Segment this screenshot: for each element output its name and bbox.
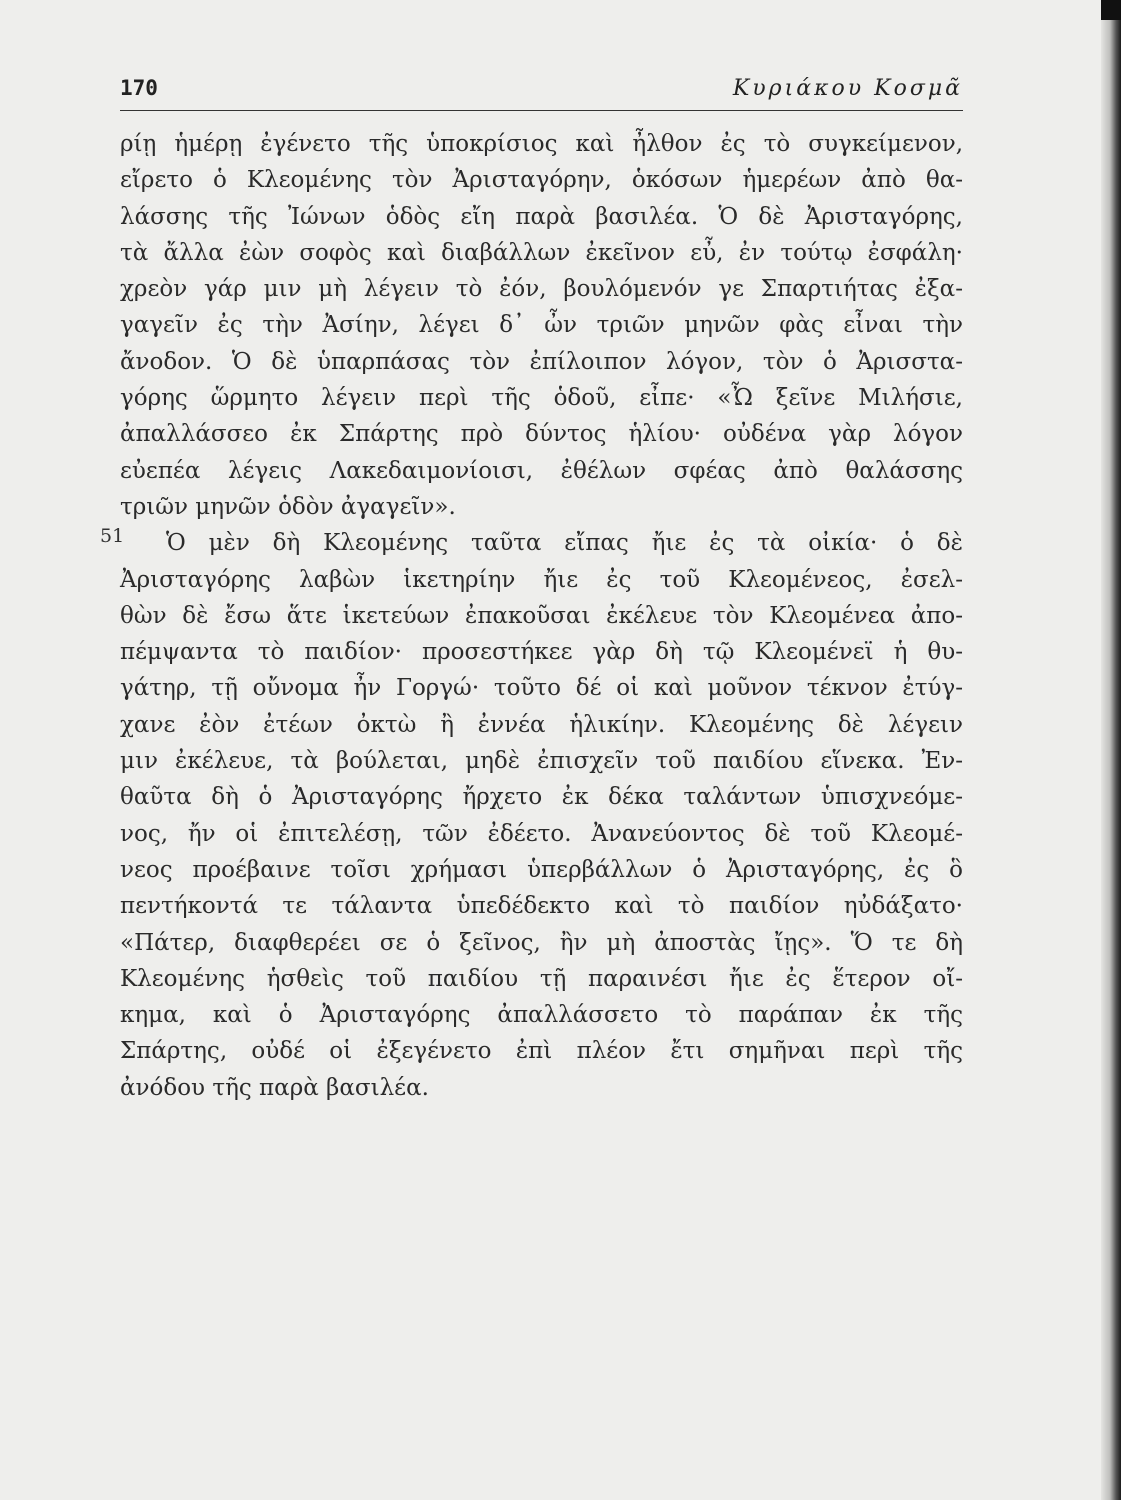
text-line: τὰ ἄλλα ἐὼν σοφὸς καὶ διαβάλλων ἐκεῖνον εὖ, ἐν τούτῳ ἐσφάλη· xyxy=(120,239,963,266)
text-line: λάσσης τῆς Ἰώνων ὁδὸς εἴη παρὰ βασιλέα. Ὁ δὲ Ἀρισταγόρης, xyxy=(120,203,963,230)
text-line: νεος προέβαινε τοῖσι χρήμασι ὑπερβάλλων ὁ Ἀρισταγόρης, ἐς ὃ xyxy=(120,856,963,883)
text-line: εἴρετο ὁ Κλεομένης τὸν Ἀρισταγόρην, ὁκόσων ἡμερέων ἀπὸ θα- xyxy=(120,167,963,194)
text-line: ἀπαλλάσσεο ἐκ Σπάρτης πρὸ δύντος ἡλίου· οὐδένα γὰρ λόγον xyxy=(120,421,963,448)
page-corner-shadow xyxy=(1101,0,1121,20)
text-line: ρίῃ ἡμέρῃ ἐγένετο τῆς ὑποκρίσιος καὶ ἦλθον ἐς τὸ συγκείμενον, xyxy=(120,131,963,157)
paragraph-2 xyxy=(100,525,963,1106)
text-line: κημα, καὶ ὁ Ἀρισταγόρης ἀπαλλάσσετο τὸ παράπαν ἐκ τῆς xyxy=(120,1002,963,1029)
section-number: 51 xyxy=(100,525,125,548)
text-line: πέμψαντα τὸ παιδίον· προσεστήκεε γὰρ δὴ τῷ Κλεομένεϊ ἡ θυ- xyxy=(120,639,963,666)
page-edge-shadow xyxy=(1101,0,1121,1500)
paragraph-1 xyxy=(120,126,963,525)
text-line: μιν ἐκέλευε, τὰ βούλεται, μηδὲ ἐπισχεῖν τοῦ παιδίου εἵνεκα. Ἐν- xyxy=(120,748,963,775)
text-line: ἄνοδον. Ὁ δὲ ὑπαρπάσας τὸν ἐπίλοιπον λόγον, τὸν ὁ Ἀρισστα- xyxy=(120,348,963,375)
text-line: χανε ἐὸν ἐτέων ὀκτὼ ἢ ἐννέα ἡλικίην. Κλεομένης δὲ λέγειν xyxy=(120,711,963,738)
text-line: γόρης ὥρμητο λέγειν περὶ τῆς ὁδοῦ, εἶπε· «Ὦ ξεῖνε Μιλήσιε, xyxy=(120,385,963,412)
page-number: 170 xyxy=(120,76,158,100)
text-line: «Πάτερ, διαφθερέει σε ὁ ξεῖνος, ἢν μὴ ἀποστὰς ἴῃς». Ὅ τε δὴ xyxy=(120,929,963,956)
text-line: Ἀρισταγόρης λαβὼν ἱκετηρίην ἤιε ἐς τοῦ Κλεομένεος, ἐσελ- xyxy=(120,566,963,593)
text-line: ἀνόδου τῆς παρὰ βασιλέα. xyxy=(120,1074,429,1101)
page-header xyxy=(120,72,963,111)
body-text xyxy=(100,126,963,1106)
text-line: πεντήκοντά τε τάλαντα ὑπεδέδεκτο καὶ τὸ παιδίον ηὐδάξατο· xyxy=(120,893,963,920)
text-line: γαγεῖν ἐς τὴν Ἀσίην, λέγει δ᾽ ὦν τριῶν μηνῶν φὰς εἶναι τὴν xyxy=(120,312,963,339)
text-line: Σπάρτης, οὐδέ οἱ ἐξεγένετο ἐπὶ πλέον ἔτι σημῆναι περὶ τῆς xyxy=(120,1038,963,1065)
text-line: τριῶν μηνῶν ὁδὸν ἀγαγεῖν». xyxy=(120,493,456,520)
text-line: γάτηρ, τῇ οὔνομα ἦν Γοργώ· τοῦτο δέ οἱ καὶ μοῦνον τέκνον ἐτύγ- xyxy=(120,675,963,702)
text-line: θαῦτα δὴ ὁ Ἀρισταγόρης ἤρχετο ἐκ δέκα ταλάντων ὑπισχνεόμε- xyxy=(120,784,963,811)
text-line: εὐεπέα λέγεις Λακεδαιμονίοισι, ἐθέλων σφέας ἀπὸ θαλάσσης xyxy=(120,457,963,484)
text-line: χρεὸν γάρ μιν μὴ λέγειν τὸ ἐόν, βουλόμενόν γε Σπαρτιήτας ἐξα- xyxy=(120,276,963,303)
text-line: νος, ἤν οἱ ἐπιτελέσῃ, τῶν ἐδέετο. Ἀνανεύοντος δὲ τοῦ Κλεομέ- xyxy=(120,820,963,847)
text-line: θὼν δὲ ἔσω ἅτε ἱκετεύων ἐπακοῦσαι ἐκέλευε τὸν Κλεομένεα ἀπο- xyxy=(120,602,963,629)
running-head: Κυριάκου Κοσμᾶ xyxy=(732,76,963,101)
text-line: Κλεομένης ἡσθεὶς τοῦ παιδίου τῇ παραινέσι ἤιε ἐς ἕτερον οἴ- xyxy=(120,965,963,992)
text-line: Ὁ μὲν δὴ Κλεομένης ταῦτα εἴπας ἤιε ἐς τὰ οἰκία· ὁ δὲ xyxy=(166,530,963,557)
